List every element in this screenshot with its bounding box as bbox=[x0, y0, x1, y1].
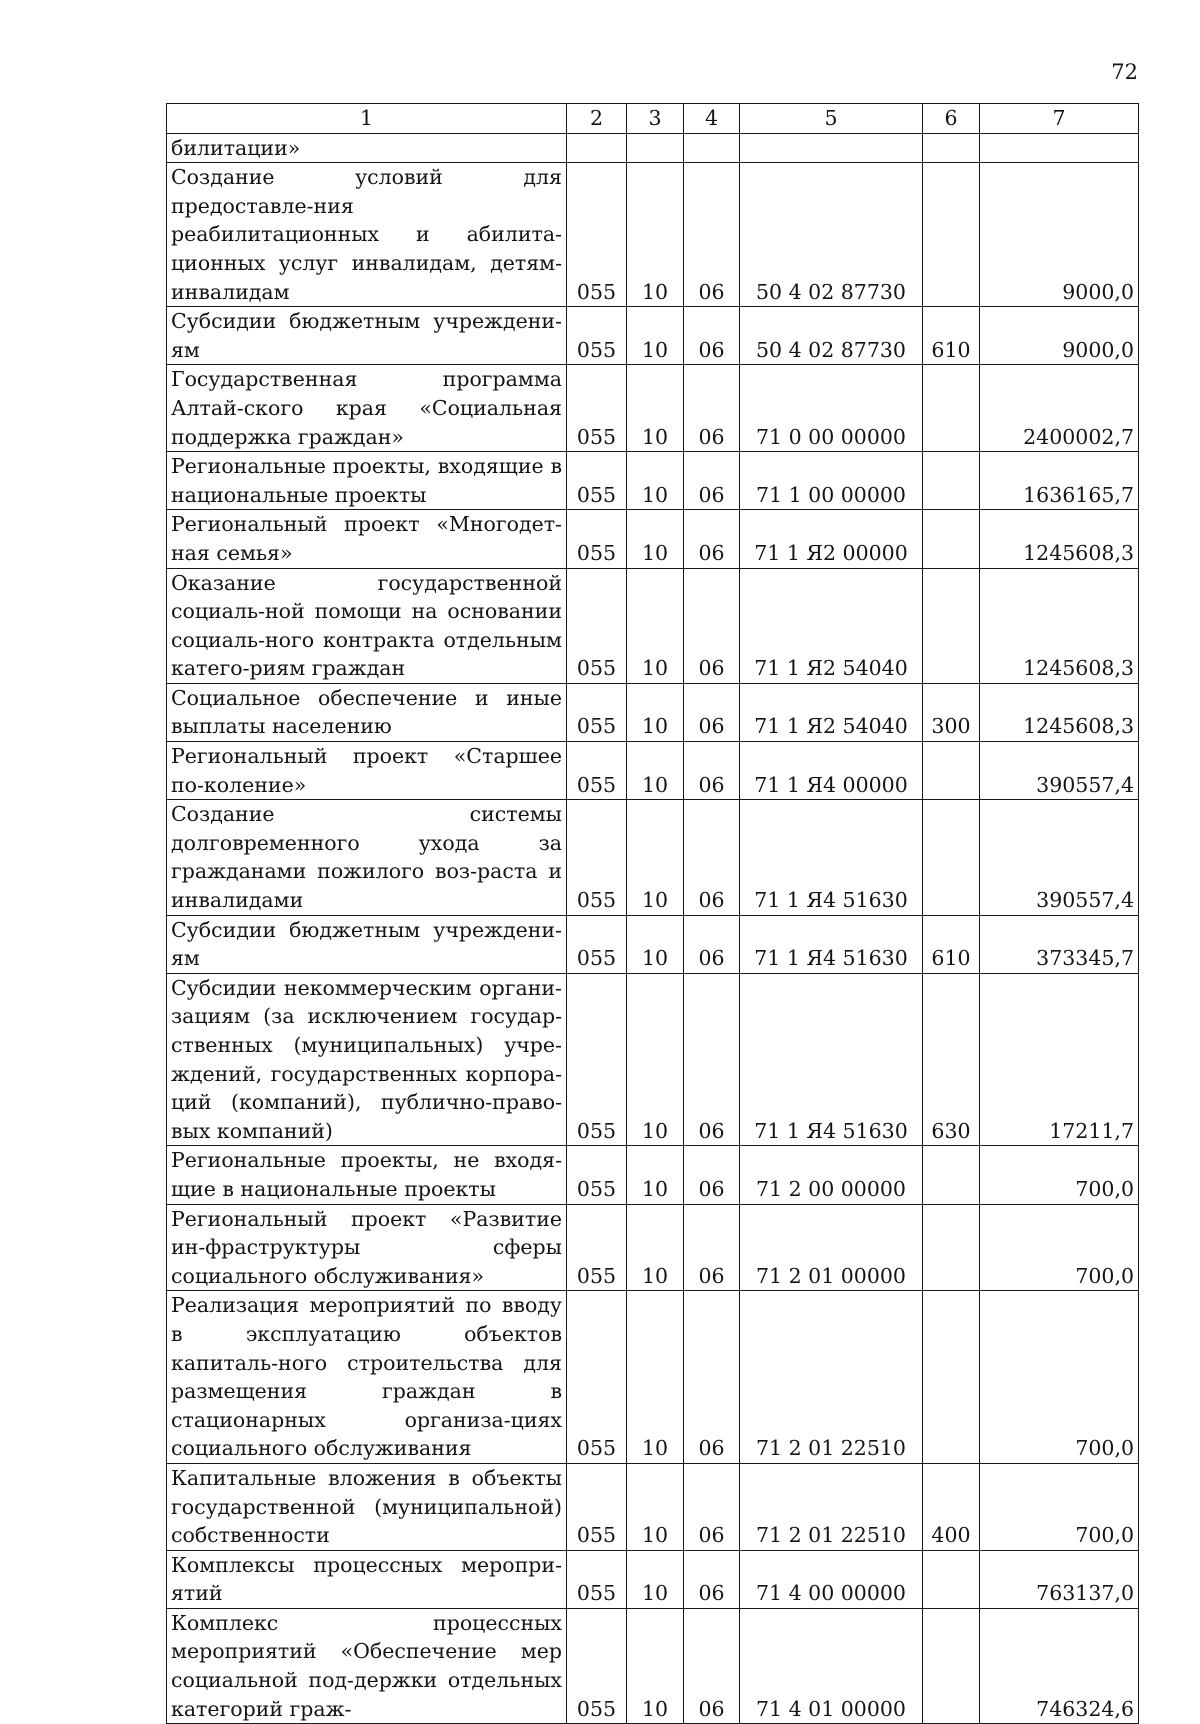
row-name: Комплексы процессных меропри-ятий bbox=[167, 1550, 567, 1608]
ministry-code: 055 bbox=[567, 510, 627, 568]
table-row bbox=[167, 307, 1139, 365]
row-name: Социальное обеспечение и иные выплаты населению bbox=[167, 683, 567, 741]
subsection-code: 06 bbox=[684, 683, 740, 741]
empty-cell bbox=[567, 133, 627, 163]
section-code: 10 bbox=[627, 163, 684, 307]
ministry-code: 055 bbox=[567, 568, 627, 683]
target-article-code: 71 1 Я4 51630 bbox=[740, 973, 923, 1146]
section-code: 10 bbox=[627, 1291, 684, 1464]
table-row bbox=[167, 1608, 1139, 1723]
section-code: 10 bbox=[627, 1550, 684, 1608]
row-name: Региональные проекты, не входя-щие в национальные проекты bbox=[167, 1146, 567, 1204]
section-code: 10 bbox=[627, 568, 684, 683]
row-name: Региональные проекты, входящие в национальные проекты bbox=[167, 452, 567, 510]
target-article-code: 71 2 01 00000 bbox=[740, 1204, 923, 1291]
subsection-code: 06 bbox=[684, 1608, 740, 1723]
empty-cell bbox=[923, 133, 980, 163]
expense-type-code bbox=[923, 1608, 980, 1723]
column-header-ministry: 2 bbox=[567, 104, 627, 134]
ministry-code: 055 bbox=[567, 1550, 627, 1608]
row-name: Субсидии бюджетным учреждени-ям bbox=[167, 307, 567, 365]
column-header-target: 5 bbox=[740, 104, 923, 134]
subsection-code: 06 bbox=[684, 742, 740, 800]
table-row bbox=[167, 915, 1139, 973]
target-article-code: 71 0 00 00000 bbox=[740, 365, 923, 452]
target-article-code: 71 1 00 00000 bbox=[740, 452, 923, 510]
row-name: Региональный проект «Развитие ин-фраструктуры сферы социального обслуживания» bbox=[167, 1204, 567, 1291]
ministry-code: 055 bbox=[567, 1146, 627, 1204]
ministry-code: 055 bbox=[567, 452, 627, 510]
table-row bbox=[167, 1463, 1139, 1550]
amount: 390557,4 bbox=[980, 800, 1139, 915]
ministry-code: 055 bbox=[567, 742, 627, 800]
table-row bbox=[167, 1550, 1139, 1608]
column-header-section: 3 bbox=[627, 104, 684, 134]
target-article-code: 71 1 Я2 54040 bbox=[740, 683, 923, 741]
section-code: 10 bbox=[627, 742, 684, 800]
subsection-code: 06 bbox=[684, 1550, 740, 1608]
ministry-code: 055 bbox=[567, 1291, 627, 1464]
empty-cell bbox=[684, 133, 740, 163]
subsection-code: 06 bbox=[684, 800, 740, 915]
ministry-code: 055 bbox=[567, 307, 627, 365]
budget-table bbox=[166, 103, 1139, 1724]
expense-type-code: 610 bbox=[923, 307, 980, 365]
row-name: Государственная программа Алтай-ского края «Социальная поддержка граждан» bbox=[167, 365, 567, 452]
row-name: Реализация мероприятий по вводу в эксплуатацию объектов капиталь-ного строительства для размещения граждан в стационарных организа-циях социального обслуживания bbox=[167, 1291, 567, 1464]
amount: 700,0 bbox=[980, 1291, 1139, 1464]
expense-type-code: 300 bbox=[923, 683, 980, 741]
amount: 746324,6 bbox=[980, 1608, 1139, 1723]
continuation-text: билитации» bbox=[167, 133, 567, 163]
row-name: Капитальные вложения в объекты государственной (муниципальной) собственности bbox=[167, 1463, 567, 1550]
subsection-code: 06 bbox=[684, 307, 740, 365]
amount: 390557,4 bbox=[980, 742, 1139, 800]
empty-cell bbox=[980, 133, 1139, 163]
target-article-code: 71 4 00 00000 bbox=[740, 1550, 923, 1608]
row-name: Региональный проект «Многодет-ная семья» bbox=[167, 510, 567, 568]
subsection-code: 06 bbox=[684, 365, 740, 452]
subsection-code: 06 bbox=[684, 163, 740, 307]
ministry-code: 055 bbox=[567, 1608, 627, 1723]
expense-type-code: 400 bbox=[923, 1463, 980, 1550]
continuation-row bbox=[167, 133, 1139, 163]
expense-type-code bbox=[923, 510, 980, 568]
table-row bbox=[167, 568, 1139, 683]
section-code: 10 bbox=[627, 800, 684, 915]
amount: 373345,7 bbox=[980, 915, 1139, 973]
table-row bbox=[167, 1146, 1139, 1204]
table-row bbox=[167, 163, 1139, 307]
subsection-code: 06 bbox=[684, 973, 740, 1146]
expense-type-code bbox=[923, 365, 980, 452]
amount: 763137,0 bbox=[980, 1550, 1139, 1608]
section-code: 10 bbox=[627, 510, 684, 568]
target-article-code: 71 2 01 22510 bbox=[740, 1291, 923, 1464]
column-header-name: 1 bbox=[167, 104, 567, 134]
ministry-code: 055 bbox=[567, 915, 627, 973]
expense-type-code bbox=[923, 163, 980, 307]
target-article-code: 50 4 02 87730 bbox=[740, 163, 923, 307]
row-name: Комплекс процессных мероприятий «Обеспечение мер социальной под-держки отдельных категорий граж- bbox=[167, 1608, 567, 1723]
page-number: 72 bbox=[1111, 60, 1138, 84]
table-row bbox=[167, 510, 1139, 568]
expense-type-code bbox=[923, 1146, 980, 1204]
amount: 1245608,3 bbox=[980, 568, 1139, 683]
header-row bbox=[167, 104, 1139, 134]
section-code: 10 bbox=[627, 1608, 684, 1723]
table-body bbox=[167, 133, 1139, 1724]
target-article-code: 71 1 Я2 00000 bbox=[740, 510, 923, 568]
amount: 1245608,3 bbox=[980, 683, 1139, 741]
amount: 1245608,3 bbox=[980, 510, 1139, 568]
subsection-code: 06 bbox=[684, 452, 740, 510]
column-header-subsection: 4 bbox=[684, 104, 740, 134]
ministry-code: 055 bbox=[567, 1204, 627, 1291]
amount: 2400002,7 bbox=[980, 365, 1139, 452]
target-article-code: 50 4 02 87730 bbox=[740, 307, 923, 365]
ministry-code: 055 bbox=[567, 1463, 627, 1550]
amount: 1636165,7 bbox=[980, 452, 1139, 510]
target-article-code: 71 2 01 22510 bbox=[740, 1463, 923, 1550]
subsection-code: 06 bbox=[684, 510, 740, 568]
target-article-code: 71 1 Я2 54040 bbox=[740, 568, 923, 683]
section-code: 10 bbox=[627, 307, 684, 365]
subsection-code: 06 bbox=[684, 915, 740, 973]
expense-type-code bbox=[923, 1550, 980, 1608]
target-article-code: 71 1 Я4 00000 bbox=[740, 742, 923, 800]
row-name: Региональный проект «Старшее по-коление» bbox=[167, 742, 567, 800]
column-header-expense-type: 6 bbox=[923, 104, 980, 134]
section-code: 10 bbox=[627, 1463, 684, 1550]
subsection-code: 06 bbox=[684, 1463, 740, 1550]
row-name: Субсидии некоммерческим органи-зациям (за исключением государ-ственных (муниципальных) учре-ждений, государственных корпора-ций (компаний), публично-право-вых компаний) bbox=[167, 973, 567, 1146]
row-name: Создание системы долговременного ухода за гражданами пожилого воз-раста и инвалидами bbox=[167, 800, 567, 915]
table-row bbox=[167, 365, 1139, 452]
row-name: Субсидии бюджетным учреждени-ям bbox=[167, 915, 567, 973]
expense-type-code: 630 bbox=[923, 973, 980, 1146]
expense-type-code bbox=[923, 800, 980, 915]
table-row bbox=[167, 1204, 1139, 1291]
section-code: 10 bbox=[627, 683, 684, 741]
table-row bbox=[167, 1291, 1139, 1464]
expense-type-code bbox=[923, 1204, 980, 1291]
subsection-code: 06 bbox=[684, 1291, 740, 1464]
expense-type-code bbox=[923, 568, 980, 683]
target-article-code: 71 1 Я4 51630 bbox=[740, 800, 923, 915]
amount: 9000,0 bbox=[980, 307, 1139, 365]
subsection-code: 06 bbox=[684, 1146, 740, 1204]
ministry-code: 055 bbox=[567, 163, 627, 307]
target-article-code: 71 2 00 00000 bbox=[740, 1146, 923, 1204]
table-row bbox=[167, 742, 1139, 800]
ministry-code: 055 bbox=[567, 800, 627, 915]
subsection-code: 06 bbox=[684, 568, 740, 683]
ministry-code: 055 bbox=[567, 973, 627, 1146]
amount: 17211,7 bbox=[980, 973, 1139, 1146]
section-code: 10 bbox=[627, 452, 684, 510]
expense-type-code bbox=[923, 452, 980, 510]
expense-type-code bbox=[923, 1291, 980, 1464]
section-code: 10 bbox=[627, 1204, 684, 1291]
ministry-code: 055 bbox=[567, 365, 627, 452]
table-row bbox=[167, 683, 1139, 741]
section-code: 10 bbox=[627, 1146, 684, 1204]
ministry-code: 055 bbox=[567, 683, 627, 741]
empty-cell bbox=[740, 133, 923, 163]
empty-cell bbox=[627, 133, 684, 163]
row-name: Создание условий для предоставле-ния реабилитационных и абилита-ционных услуг инвалидам, детям-инвалидам bbox=[167, 163, 567, 307]
expense-type-code bbox=[923, 742, 980, 800]
table-row bbox=[167, 452, 1139, 510]
column-header-amount: 7 bbox=[980, 104, 1139, 134]
row-name: Оказание государственной социаль-ной помощи на основании социаль-ного контракта отдельным катего-риям граждан bbox=[167, 568, 567, 683]
amount: 9000,0 bbox=[980, 163, 1139, 307]
section-code: 10 bbox=[627, 365, 684, 452]
section-code: 10 bbox=[627, 915, 684, 973]
subsection-code: 06 bbox=[684, 1204, 740, 1291]
amount: 700,0 bbox=[980, 1463, 1139, 1550]
expense-type-code: 610 bbox=[923, 915, 980, 973]
target-article-code: 71 1 Я4 51630 bbox=[740, 915, 923, 973]
table-row bbox=[167, 973, 1139, 1146]
table-row bbox=[167, 800, 1139, 915]
section-code: 10 bbox=[627, 973, 684, 1146]
amount: 700,0 bbox=[980, 1146, 1139, 1204]
target-article-code: 71 4 01 00000 bbox=[740, 1608, 923, 1723]
amount: 700,0 bbox=[980, 1204, 1139, 1291]
